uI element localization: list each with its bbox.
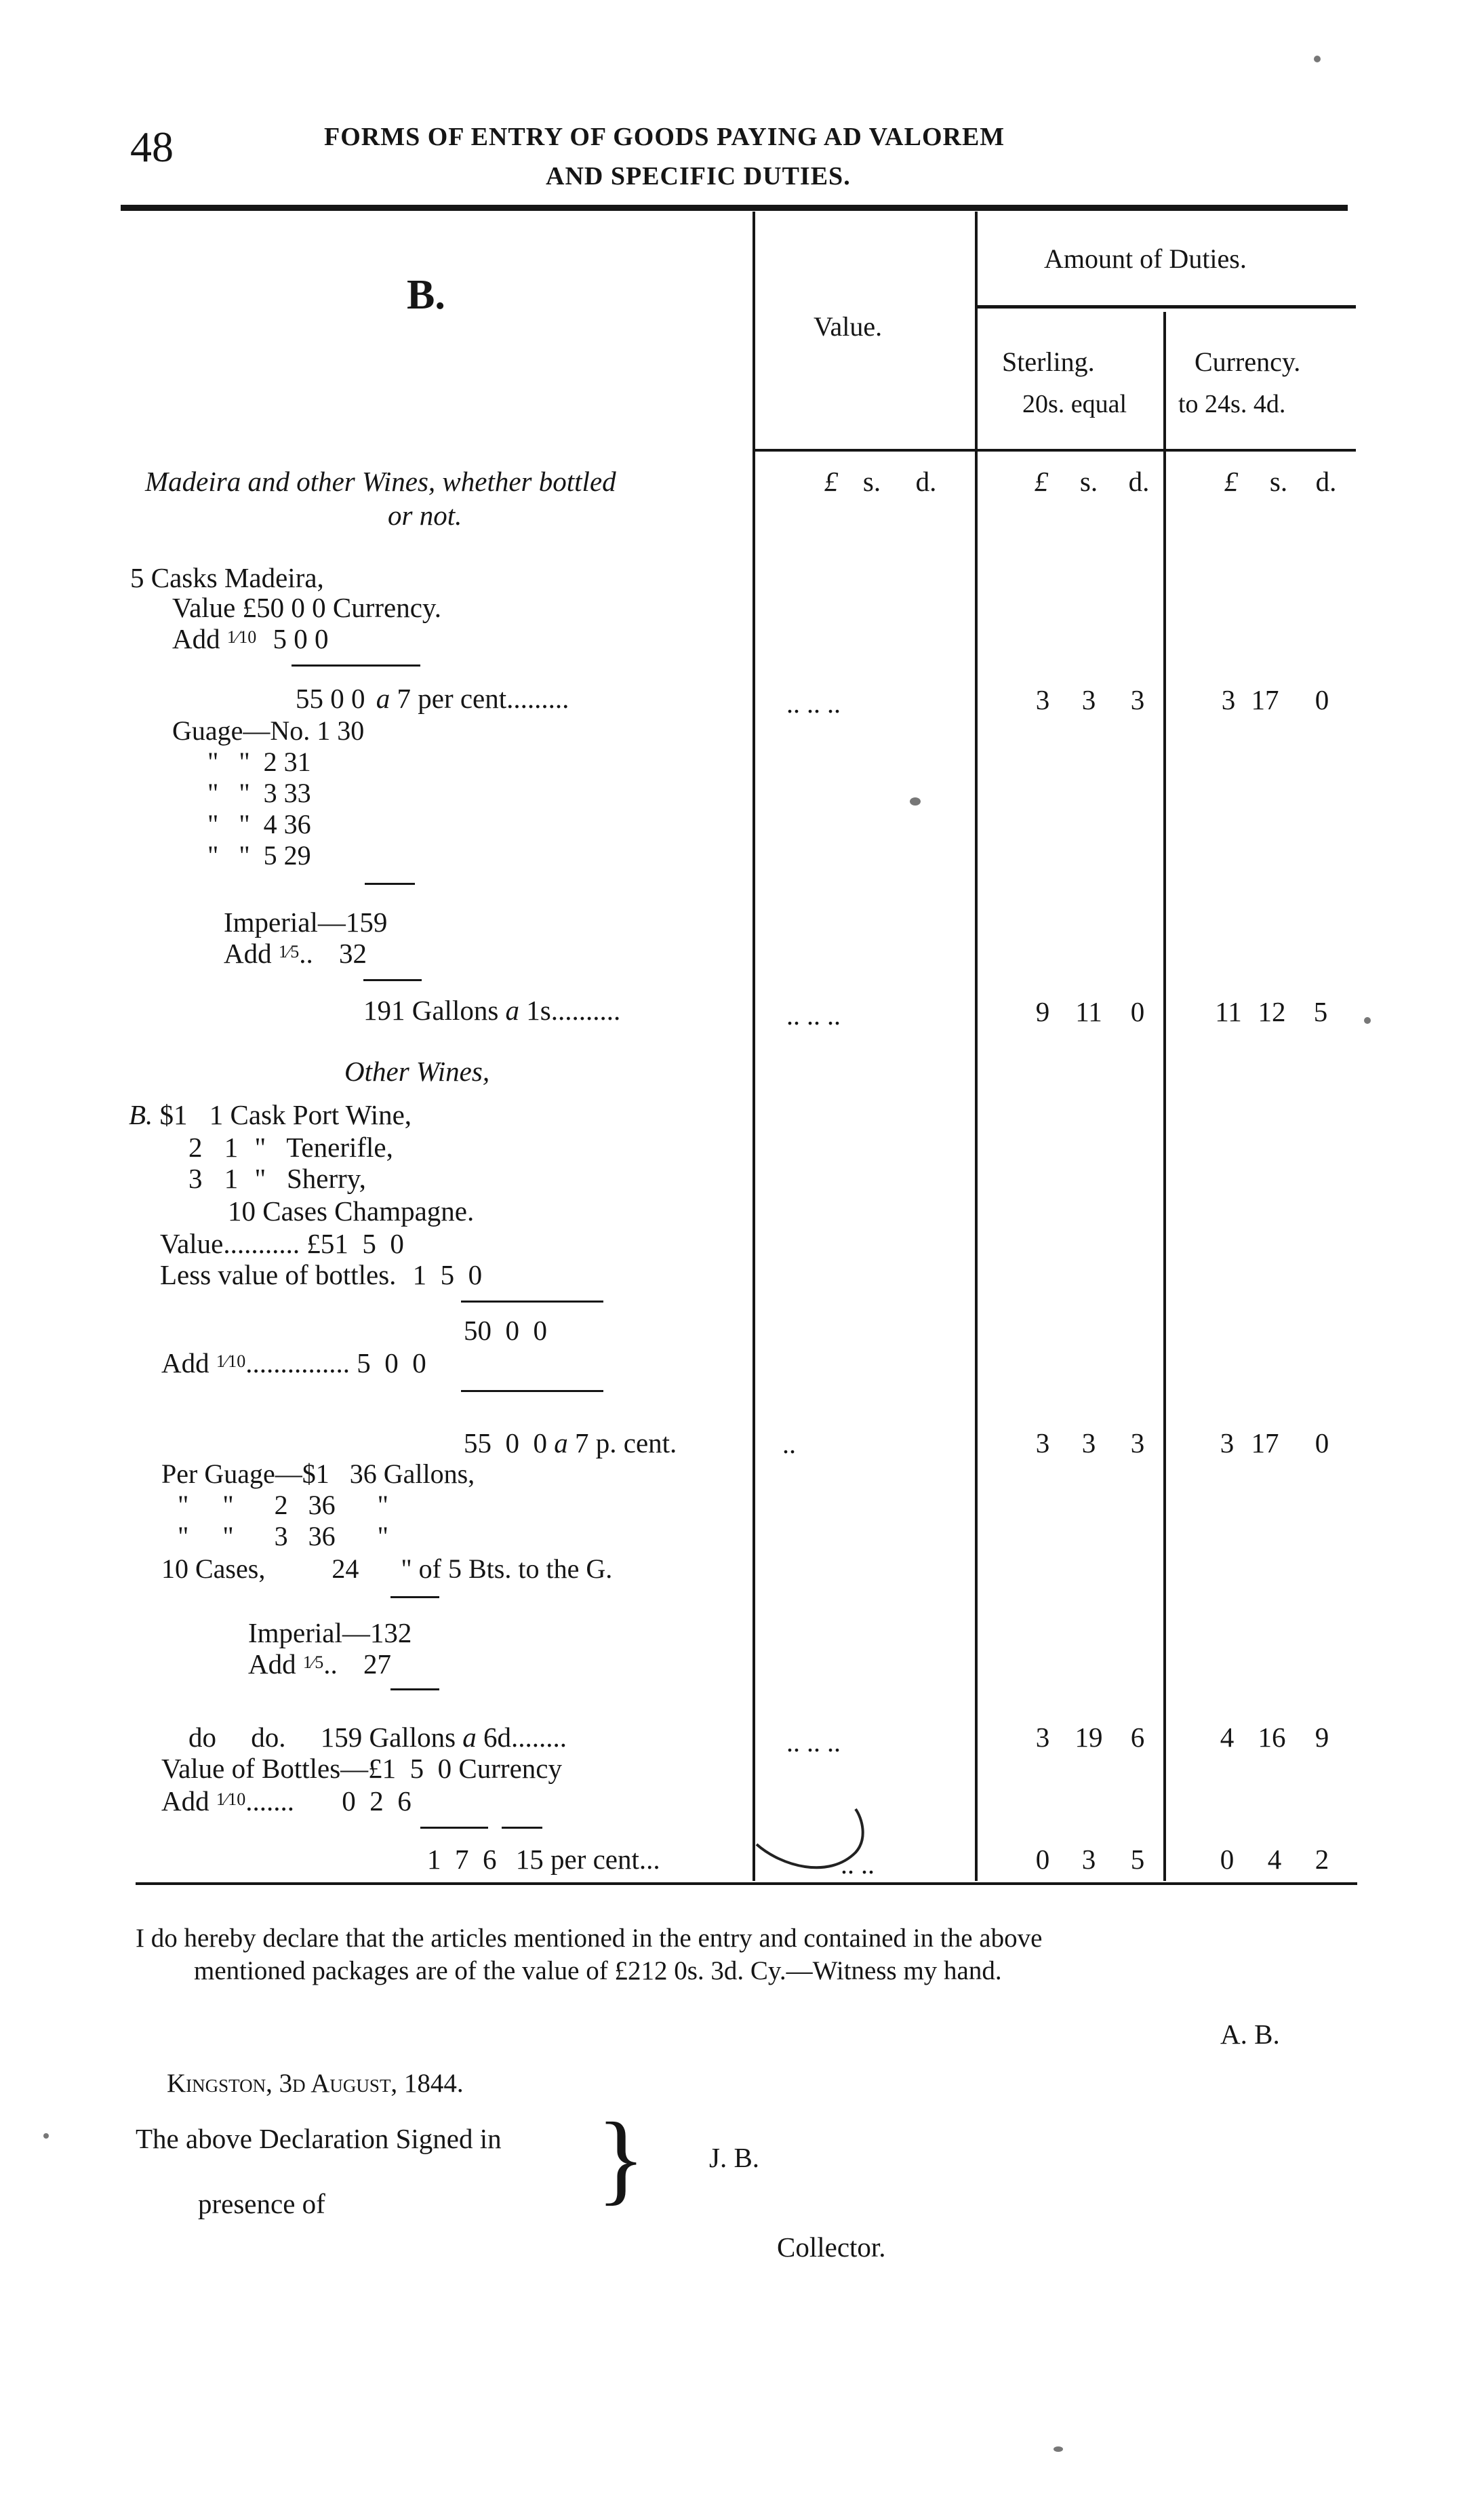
duty-sterling-pence: 0 (1130, 996, 1145, 1027)
wine-count: 1 (224, 1163, 239, 1194)
guage-qty: 36 (308, 1490, 336, 1520)
leader-dots: ........... (223, 1228, 300, 1259)
per-guage-1 (161, 1458, 475, 1490)
value-leader-dots: .. .. .. (786, 1000, 841, 1031)
bottles-rate: 15 per cent (515, 1844, 639, 1875)
value-unit-d: d. (915, 466, 937, 497)
guage-label: Per Guage—$1 (161, 1459, 329, 1489)
sum-rule (420, 1827, 488, 1829)
sum-rule (390, 1688, 439, 1690)
madeira-gallons (363, 994, 620, 1027)
madeira-guage-2 (207, 746, 311, 778)
value-header: Value. (814, 311, 883, 342)
currency-subheader: to 24s. 4d. (1178, 390, 1286, 418)
wine-name: " Sherry, (254, 1163, 366, 1194)
currency-column-divider (1163, 312, 1166, 1881)
madeira-guage-5 (207, 839, 311, 871)
witness-initials: J. B. (709, 2142, 760, 2173)
guage-label: " " 5 (207, 840, 277, 871)
page-number: 48 (130, 123, 174, 171)
other-less (160, 1258, 482, 1291)
sterling-unit-d: d. (1128, 466, 1150, 497)
sterling-subheader: 20s. equal (1022, 390, 1127, 418)
other-total (464, 1427, 677, 1459)
page-title: FORMS OF ENTRY OF GOODS PAYING AD VALOREM (324, 123, 1005, 151)
other-wine-line-1 (129, 1098, 412, 1131)
guage-value: 36 (283, 809, 311, 839)
madeira-add-label: Add (172, 623, 220, 654)
rate-at: a (505, 995, 520, 1026)
value-unit-s: s. (862, 466, 881, 497)
signer: A. B. (1220, 2019, 1280, 2050)
per-guage-3 (178, 1520, 388, 1552)
leader-dots: .......... (550, 995, 621, 1026)
place-date: Kingston, 3d August, 1844. (167, 2069, 464, 2098)
sum-rule (461, 1301, 603, 1303)
declaration-line-1: I do hereby declare that the articles mentioned in the entry and contained in the above (136, 1924, 1043, 1953)
sum-rule (502, 1827, 542, 1829)
sum-rule (292, 664, 420, 667)
bottles-value: Value of Bottles—£1 5 0 Currency (161, 1753, 562, 1784)
wine-mark: 2 (188, 1132, 203, 1163)
leader-dots: .. (299, 938, 313, 969)
ink-speck (1364, 1017, 1371, 1024)
duty-sterling-shillings: 3 (1081, 1427, 1096, 1459)
presence-of-line: presence of (198, 2188, 325, 2219)
signed-in-line: The above Declaration Signed in (136, 2123, 502, 2154)
duty-sterling-pounds: 3 (1035, 1722, 1050, 1753)
guage-value: 31 (283, 747, 311, 777)
units-rule-left (754, 449, 976, 452)
guage-value: 29 (283, 840, 311, 871)
duty-sterling-pounds: 0 (1035, 1844, 1050, 1875)
do-rate: 6d (483, 1722, 512, 1753)
brace: } (597, 2102, 645, 2215)
wine-name: Cask Port Wine, (230, 1099, 412, 1130)
madeira-total (296, 682, 569, 715)
madeira-total-amount: 55 0 0 (296, 683, 365, 714)
value-leader-dots: .. .. .. (786, 1727, 841, 1758)
gallons-rate: 1s (526, 995, 551, 1026)
duty-currency-pounds: 3 (1220, 1427, 1235, 1459)
per-guage-4 (161, 1553, 612, 1585)
other-imperial: Imperial—132 (248, 1617, 412, 1648)
duty-sterling-shillings: 3 (1081, 1844, 1096, 1875)
do-text: do do. 159 Gallons (188, 1722, 456, 1753)
duty-sterling-pence: 3 (1130, 684, 1145, 715)
value-amount: £51 5 0 (306, 1228, 404, 1259)
bottles-total-amount: 1 7 6 (427, 1844, 497, 1875)
madeira-guage-3 (207, 777, 311, 809)
value-label: Value (160, 1228, 224, 1259)
duty-currency-shillings: 12 (1258, 996, 1286, 1027)
duty-currency-pounds: 11 (1215, 996, 1242, 1027)
table-bottom-rule (136, 1882, 1357, 1885)
leader-dots: ... (639, 1844, 660, 1875)
value-column-divider (753, 212, 755, 1881)
one-tenth-fraction: 1⁄10 (216, 1789, 246, 1809)
duty-currency-pounds: 3 (1221, 684, 1236, 715)
madeira-add (172, 622, 328, 655)
guage-label: " " 3 (178, 1521, 288, 1551)
gallons-line: 191 Gallons (363, 995, 499, 1026)
one-tenth-fraction: 1⁄10 (226, 627, 257, 647)
wine-count: 1 (224, 1132, 239, 1163)
mark-b: B. (129, 1099, 153, 1130)
guage-label: " " 3 (207, 778, 277, 808)
champagne-cases: 10 Cases Champagne. (228, 1195, 475, 1227)
duty-sterling-shillings: 19 (1075, 1722, 1103, 1753)
add-fifth-value: 32 (338, 938, 367, 969)
duty-currency-pence: 2 (1315, 1844, 1329, 1875)
bottles-add (161, 1785, 412, 1817)
madeira-guage-1 (172, 715, 364, 747)
one-fifth-fraction: 1⁄5 (302, 1652, 324, 1672)
guage-qty: 36 (308, 1521, 336, 1551)
page-subtitle: AND SPECIFIC DUTIES. (546, 162, 851, 191)
other-do-line (188, 1721, 567, 1753)
sterling-unit-s: s. (1079, 466, 1098, 497)
guage-value: 30 (337, 715, 365, 746)
duty-currency-shillings: 17 (1251, 1427, 1279, 1459)
duty-currency-shillings: 17 (1251, 684, 1279, 715)
duty-sterling-pence: 6 (1130, 1722, 1145, 1753)
duty-sterling-pence: 3 (1130, 1427, 1145, 1459)
wine-name: " Tenerifle, (254, 1132, 393, 1163)
madeira-casks: 5 Casks Madeira, (130, 562, 324, 593)
other-wine-line-2 (188, 1131, 393, 1164)
currency-unit-s: s. (1269, 466, 1288, 497)
madeira-value: Value £50 0 0 Currency. (172, 592, 441, 623)
sum-rule (390, 1596, 439, 1598)
leader-dots: ........ (511, 1722, 567, 1753)
madeira-guage-4 (207, 808, 311, 840)
total-amount: 55 0 0 (464, 1427, 547, 1459)
duty-sterling-pounds: 9 (1035, 996, 1050, 1027)
value-leader-dots: .. (782, 1429, 796, 1459)
other-add-fifth (248, 1648, 391, 1680)
guage-unit: " (377, 1490, 388, 1520)
guage-unit: Gallons, (383, 1459, 475, 1489)
currency-unit-pound: £ (1224, 466, 1239, 497)
sum-rule (365, 883, 415, 885)
duty-currency-pence: 0 (1315, 1427, 1329, 1459)
guage-unit: " (377, 1521, 388, 1551)
other-wine-line-3 (188, 1162, 366, 1195)
madeira-rate: 7 per cent (397, 683, 507, 714)
guage-label: 10 Cases, (161, 1553, 266, 1584)
currency-header: Currency. (1195, 346, 1301, 377)
ink-curve-mark (754, 1805, 876, 1880)
one-fifth-fraction: 1⁄5 (278, 942, 300, 961)
other-wines-heading: Other Wines, (344, 1056, 490, 1087)
value-unit-pound: £ (824, 466, 839, 497)
other-value (160, 1227, 404, 1260)
rate-at: a (462, 1722, 477, 1753)
duty-currency-shillings: 4 (1267, 1844, 1282, 1875)
duty-currency-pence: 0 (1315, 684, 1329, 715)
guage-label: " " 2 (207, 747, 277, 777)
wine-mark: 3 (188, 1163, 203, 1194)
header-rule (121, 205, 1348, 211)
add-fifth-value: 27 (363, 1648, 391, 1680)
other-net: 50 0 0 (464, 1315, 547, 1346)
duties-column-divider (975, 212, 978, 1881)
leader-dots: ......... (506, 683, 569, 714)
less-label: Less value of bottles. (160, 1259, 397, 1290)
rate-at: a (376, 683, 390, 714)
madeira-imperial: Imperial—159 (224, 907, 388, 938)
rate-at: a (554, 1427, 568, 1459)
units-rule-right (976, 449, 1356, 452)
wine-mark: $1 (159, 1099, 188, 1130)
add-value: 0 2 6 (342, 1785, 412, 1817)
guage-label: Guage—No. 1 (172, 715, 331, 746)
guage-value: 33 (283, 778, 311, 808)
amount-header: Amount of Duties. (1044, 243, 1247, 274)
rate-text: 7 p. cent. (575, 1427, 677, 1459)
ink-speck (1314, 56, 1321, 62)
madeira-heading-cont: or not. (388, 500, 462, 531)
amount-rule (976, 305, 1356, 309)
madeira-heading: Madeira and other Wines, whether bottled (145, 466, 616, 497)
bottles-total (427, 1843, 660, 1876)
duty-currency-pounds: 4 (1220, 1722, 1235, 1753)
duty-sterling-shillings: 11 (1075, 996, 1102, 1027)
leader-dots: .. (323, 1648, 338, 1680)
declaration-line-2: mentioned packages are of the value of £212 0s. 3d. Cy.—Witness my hand. (194, 1956, 1002, 1985)
value-leader-dots: .. .. (841, 1849, 875, 1880)
duty-sterling-pounds: 3 (1035, 684, 1050, 715)
duty-currency-pence: 5 (1313, 996, 1328, 1027)
sum-rule (363, 979, 422, 981)
leader-dots: ............... (245, 1347, 350, 1378)
add-label: Add (161, 1347, 209, 1378)
ink-speck (43, 2133, 49, 2139)
section-letter: B. (407, 272, 445, 318)
add-label: Add (161, 1785, 209, 1817)
duty-sterling-pounds: 3 (1035, 1427, 1050, 1459)
add-fifth-label: Add (224, 938, 272, 969)
duty-currency-shillings: 16 (1258, 1722, 1286, 1753)
sterling-header: Sterling. (1002, 346, 1095, 377)
madeira-add-amount: 5 0 0 (273, 623, 329, 654)
guage-label: " " 4 (207, 809, 277, 839)
guage-qty: 36 (349, 1459, 377, 1489)
guage-qty: 24 (332, 1553, 359, 1584)
add-fifth-label: Add (248, 1648, 296, 1680)
madeira-add-fifth (224, 937, 367, 970)
duty-sterling-pence: 5 (1130, 1844, 1145, 1875)
ink-speck (1054, 2446, 1063, 2452)
duty-currency-pounds: 0 (1220, 1844, 1235, 1875)
duty-currency-pence: 9 (1315, 1722, 1329, 1753)
one-tenth-fraction: 1⁄10 (216, 1351, 246, 1371)
per-guage-2 (178, 1489, 388, 1521)
duty-sterling-shillings: 3 (1081, 684, 1096, 715)
leader-dots: ....... (245, 1785, 294, 1817)
other-add (161, 1347, 426, 1379)
value-leader-dots: .. .. .. (786, 688, 841, 719)
guage-label: " " 2 (178, 1490, 288, 1520)
less-amount: 1 5 0 (412, 1259, 483, 1290)
sum-rule (461, 1390, 603, 1392)
sterling-unit-pound: £ (1034, 466, 1049, 497)
add-amount: 5 0 0 (357, 1347, 426, 1378)
guage-unit: " of 5 Bts. to the G. (401, 1553, 613, 1584)
currency-unit-d: d. (1315, 466, 1337, 497)
collector-label: Collector. (777, 2231, 886, 2263)
wine-count: 1 (209, 1099, 224, 1130)
ink-speck (910, 797, 921, 806)
